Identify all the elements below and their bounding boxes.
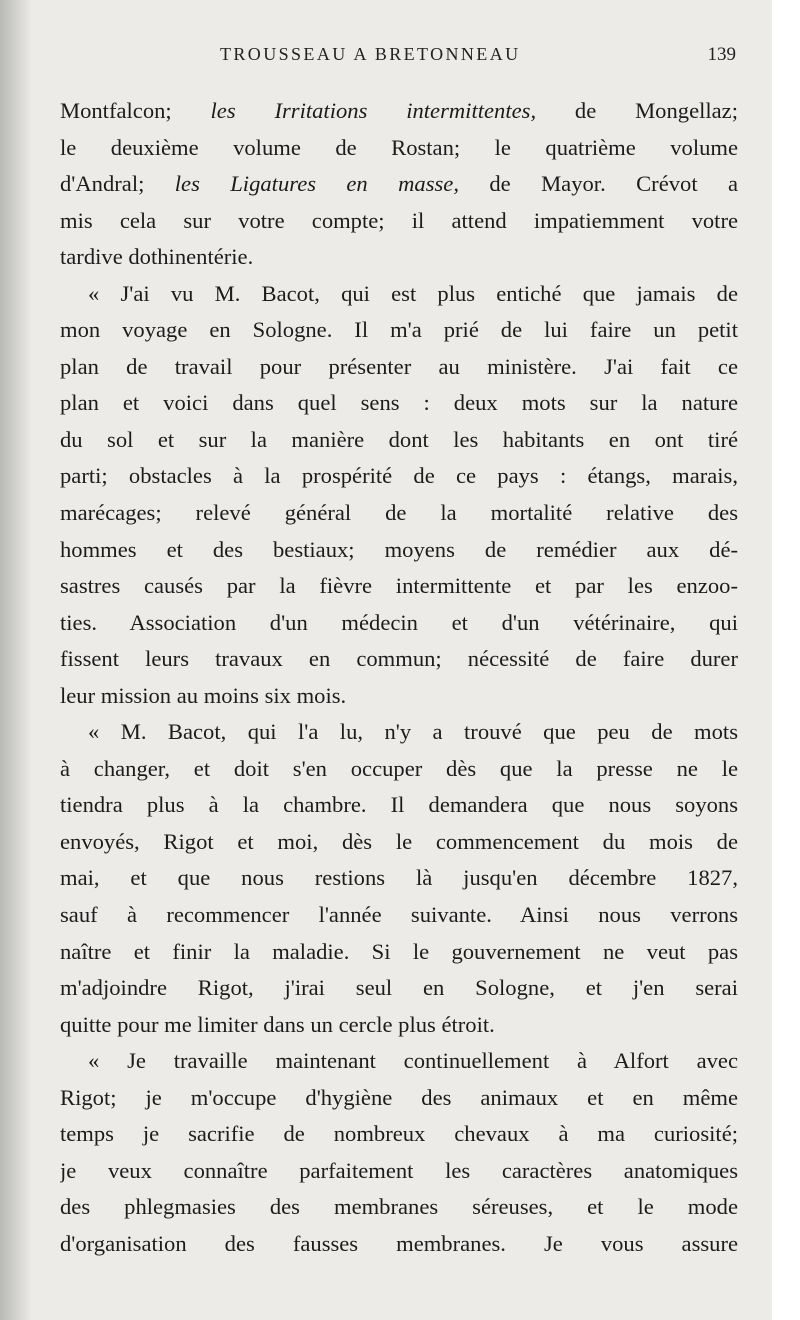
text-line: hommes et des bestiaux; moyens de remédier aux dé- — [60, 536, 738, 562]
text-line: Rigot; je m'occupe d'hygiène des animaux et en même — [60, 1084, 738, 1110]
text-line: des phlegmasies des membranes séreuses, et le mode — [60, 1194, 738, 1220]
text-line: tiendra plus à la chambre. Il demandera que nous soyons — [60, 792, 738, 818]
paragraph-start-line: « M. Bacot, qui l'a lu, n'y a trouvé que peu de mots — [88, 719, 738, 745]
text-line: d'Andral; les Ligatures en masse, de Mayor. Crévot a — [60, 171, 738, 197]
text-line: mai, et que nous restions là jusqu'en décembre 1827, — [60, 865, 738, 891]
page-header — [60, 44, 740, 74]
text-line: marécages; relevé général de la mortalité relative des — [60, 500, 738, 526]
page-edge — [772, 0, 800, 1320]
text-line: Montfalcon; les Irritations intermittentes, de Mongellaz; — [60, 98, 738, 123]
text-line: le deuxième volume de Rostan; le quatrième volume — [60, 134, 738, 160]
text-line: envoyés, Rigot et moi, dès le commencement du mois de — [60, 828, 738, 854]
text-line: je veux connaître parfaitement les caractères anatomiques — [60, 1157, 738, 1183]
text-line: à changer, et doit s'en occuper dès que la presse ne le — [60, 755, 738, 781]
text-line: fissent leurs travaux en commun; nécessité de faire durer — [60, 646, 738, 672]
text-line: tardive dothinentérie. — [60, 244, 254, 270]
text-line: ties. Association d'un médecin et d'un vétérinaire, qui — [60, 609, 738, 635]
text-line: sauf à recommencer l'année suivante. Ainsi nous verrons — [60, 902, 738, 928]
text-line: parti; obstacles à la prospérité de ce pays : étangs, marais, — [60, 463, 738, 489]
text-line: naître et finir la maladie. Si le gouvernement ne veut pas — [60, 938, 738, 964]
paragraph-start-line: « J'ai vu M. Bacot, qui est plus entiché que jamais de — [88, 280, 738, 306]
running-head: TROUSSEAU A BRETONNEAU — [220, 44, 521, 64]
text-line: plan et voici dans quel sens : deux mots sur la nature — [60, 390, 738, 416]
text-line: sastres causés par la fièvre intermittente et par les enzoo- — [60, 573, 738, 599]
page-number: 139 — [707, 44, 736, 65]
text-line: mon voyage en Sologne. Il m'a prié de lui faire un petit — [60, 317, 738, 343]
text-line: leur mission au moins six mois. — [60, 682, 347, 708]
page-gutter-shadow — [0, 0, 32, 1320]
body-text — [60, 93, 738, 1263]
paragraph-start-line: « Je travaille maintenant continuellement à Alfort avec — [88, 1048, 738, 1074]
text-line: du sol et sur la manière dont les habitants en ont tiré — [60, 426, 738, 452]
text-line: plan de travail pour présenter au ministère. J'ai fait ce — [60, 353, 738, 379]
text-line: quitte pour me limiter dans un cercle plus étroit. — [60, 1011, 495, 1037]
text-line: d'organisation des fausses membranes. Je vous assure — [60, 1230, 738, 1256]
text-line: mis cela sur votre compte; il attend impatiemment votre — [60, 207, 738, 233]
text-line: m'adjoindre Rigot, j'irai seul en Sologne, et j'en serai — [60, 975, 738, 1001]
text-line: temps je sacrifie de nombreux chevaux à ma curiosité; — [60, 1121, 738, 1147]
